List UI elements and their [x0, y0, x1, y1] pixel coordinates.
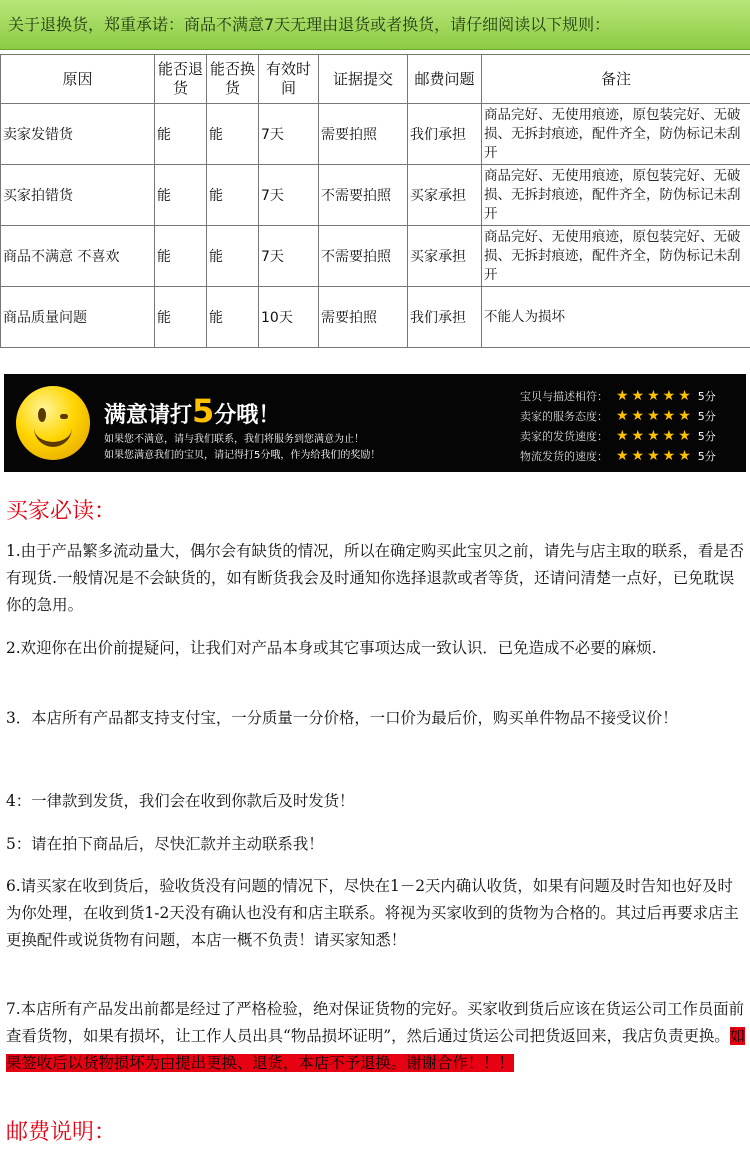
smiley-icon — [16, 386, 90, 460]
cell-can-exchange: 能 — [207, 226, 259, 287]
notice-highlight: 如果签收后以货物损坏为由提出更换、退货，本店不予退换。谢谢合作！！！ — [6, 1027, 746, 1072]
cell-evidence: 需要拍照 — [319, 287, 408, 348]
notice-item-7-text: 7.本店所有产品发出前都是经过了严格检验，绝对保证货物的完好。买家收到货后应该在货运公司工作员面前查看货物，如果有损坏，让工作人员出具“物品损坏证明”，然后通过货运公司把货返回来，我店负责更换。 — [6, 1000, 745, 1045]
rating-sub-1: 如果您不满意，请与我们联系，我们将服务到您满意为止！ — [104, 434, 364, 445]
rating-headline — [104, 392, 280, 430]
notice-item-1: 1.由于产品繁多流动量大，偶尔会有缺货的情况，所以在确定购买此宝贝之前，请先与店主取的联系，看是否有现货.一般情况是不会缺货的，如有断货我会及时通知你选择退款或者等货，还请问清楚一点好，已免耽误你的急用。 — [6, 542, 745, 614]
notice-item-2: 2.欢迎你在出价前提疑问，让我们对产品本身或其它事项达成一致认识．已免造成不必要的麻烦. — [6, 639, 657, 657]
rating-sub-2: 如果您满意我们的宝贝，请记得打5分哦，作为给我们的奖励！ — [104, 450, 381, 461]
rating-label: 卖家的发货速度： — [520, 430, 608, 443]
header-remarks: 备注 — [482, 55, 750, 104]
rating-list — [516, 386, 742, 466]
notice-item-7 — [6, 996, 748, 1077]
cell-remarks: 商品完好、无使用痕迹，原包装完好、无破损、无拆封痕迹，配件齐全，防伪标记未刮开 — [482, 165, 750, 226]
return-policy-banner — [0, 0, 750, 50]
table-header-row — [1, 55, 750, 104]
cell-reason: 商品质量问题 — [1, 287, 155, 348]
rating-label: 宝贝与描述相符： — [520, 390, 608, 403]
rating-score: 5分 — [697, 450, 716, 463]
cell-valid-time: 7天 — [259, 104, 319, 165]
smiley-eye-left — [38, 408, 46, 422]
cell-can-exchange: 能 — [207, 104, 259, 165]
header-can-exchange: 能否换货 — [207, 55, 259, 104]
cell-postage: 买家承担 — [408, 165, 482, 226]
notice-item-5: 5：请在拍下商品后，尽快汇款并主动联系我！ — [6, 835, 324, 853]
rating-score: 5分 — [697, 390, 716, 403]
return-policy-table — [0, 54, 750, 348]
rating-banner — [4, 374, 746, 472]
table-row — [1, 104, 750, 165]
cell-remarks: 商品完好、无使用痕迹，原包装完好、无破损、无拆封痕迹，配件齐全，防伪标记未刮开 — [482, 104, 750, 165]
buyer-notice-title: 买家必读： — [6, 499, 117, 524]
headline-pre: 满意请打 — [104, 403, 193, 428]
header-reason: 原因 — [1, 55, 155, 104]
cell-can-exchange: 能 — [207, 287, 259, 348]
rating-row — [516, 446, 742, 466]
rating-row — [516, 406, 742, 426]
table-row — [1, 226, 750, 287]
notice-item-6: 6.请买家在收到货后，验收货没有问题的情况下，尽快在1－2天内确认收货，如果有问题及时告知也好及时为你处理，在收到货1-2天没有确认也没有和店主联系。将视为买家收到的货物为合格的。其过后再要求店主更换配件或说货物有问题，本店一概不负责！请买家知悉！ — [6, 877, 739, 949]
rating-row — [516, 386, 742, 406]
header-valid-time: 有效时间 — [259, 55, 319, 104]
star-icon: ★★★★★ — [616, 448, 694, 464]
cell-postage: 买家承担 — [408, 226, 482, 287]
table-row — [1, 165, 750, 226]
star-icon: ★★★★★ — [616, 388, 694, 404]
smiley-mouth — [34, 422, 72, 447]
cell-postage: 我们承担 — [408, 104, 482, 165]
notice-item-3: 3．本店所有产品都支持支付宝，一分质量一分价格，一口价为最后价，购买单件物品不接受议价！ — [6, 709, 678, 727]
rating-row — [516, 426, 742, 446]
rating-score: 5分 — [697, 410, 716, 423]
table-row — [1, 287, 750, 348]
banner-text: 关于退换货，郑重承诺：商品不满意7天无理由退货或者换货，请仔细阅读以下规则： — [8, 15, 611, 34]
header-can-return: 能否退货 — [155, 55, 207, 104]
cell-can-return: 能 — [155, 287, 207, 348]
cell-remarks: 商品完好、无使用痕迹，原包装完好、无破损、无拆封痕迹，配件齐全，防伪标记未刮开 — [482, 226, 750, 287]
header-postage: 邮费问题 — [408, 55, 482, 104]
postage-title: 邮费说明： — [6, 1120, 117, 1145]
header-evidence: 证据提交 — [319, 55, 408, 104]
cell-valid-time: 10天 — [259, 287, 319, 348]
cell-reason: 商品不满意 不喜欢 — [1, 226, 155, 287]
cell-reason: 买家拍错货 — [1, 165, 155, 226]
cell-valid-time: 7天 — [259, 226, 319, 287]
notice-item-4: 4：一律款到发货，我们会在收到你款后及时发货！ — [6, 792, 355, 810]
rating-label: 卖家的服务态度： — [520, 410, 608, 423]
smiley-eye-wink — [60, 414, 68, 419]
cell-evidence: 不需要拍照 — [319, 165, 408, 226]
cell-can-return: 能 — [155, 226, 207, 287]
star-icon: ★★★★★ — [616, 428, 694, 444]
cell-can-exchange: 能 — [207, 165, 259, 226]
rating-score: 5分 — [697, 430, 716, 443]
cell-evidence: 需要拍照 — [319, 104, 408, 165]
cell-reason: 卖家发错货 — [1, 104, 155, 165]
cell-evidence: 不需要拍照 — [319, 226, 408, 287]
star-icon: ★★★★★ — [616, 408, 694, 424]
cell-remarks: 不能人为损坏 — [482, 287, 750, 348]
cell-can-return: 能 — [155, 165, 207, 226]
headline-post: 分哦！ — [214, 403, 281, 428]
cell-can-return: 能 — [155, 104, 207, 165]
headline-num: 5 — [192, 392, 215, 430]
cell-valid-time: 7天 — [259, 165, 319, 226]
cell-postage: 我们承担 — [408, 287, 482, 348]
rating-label: 物流发货的速度： — [520, 450, 608, 463]
